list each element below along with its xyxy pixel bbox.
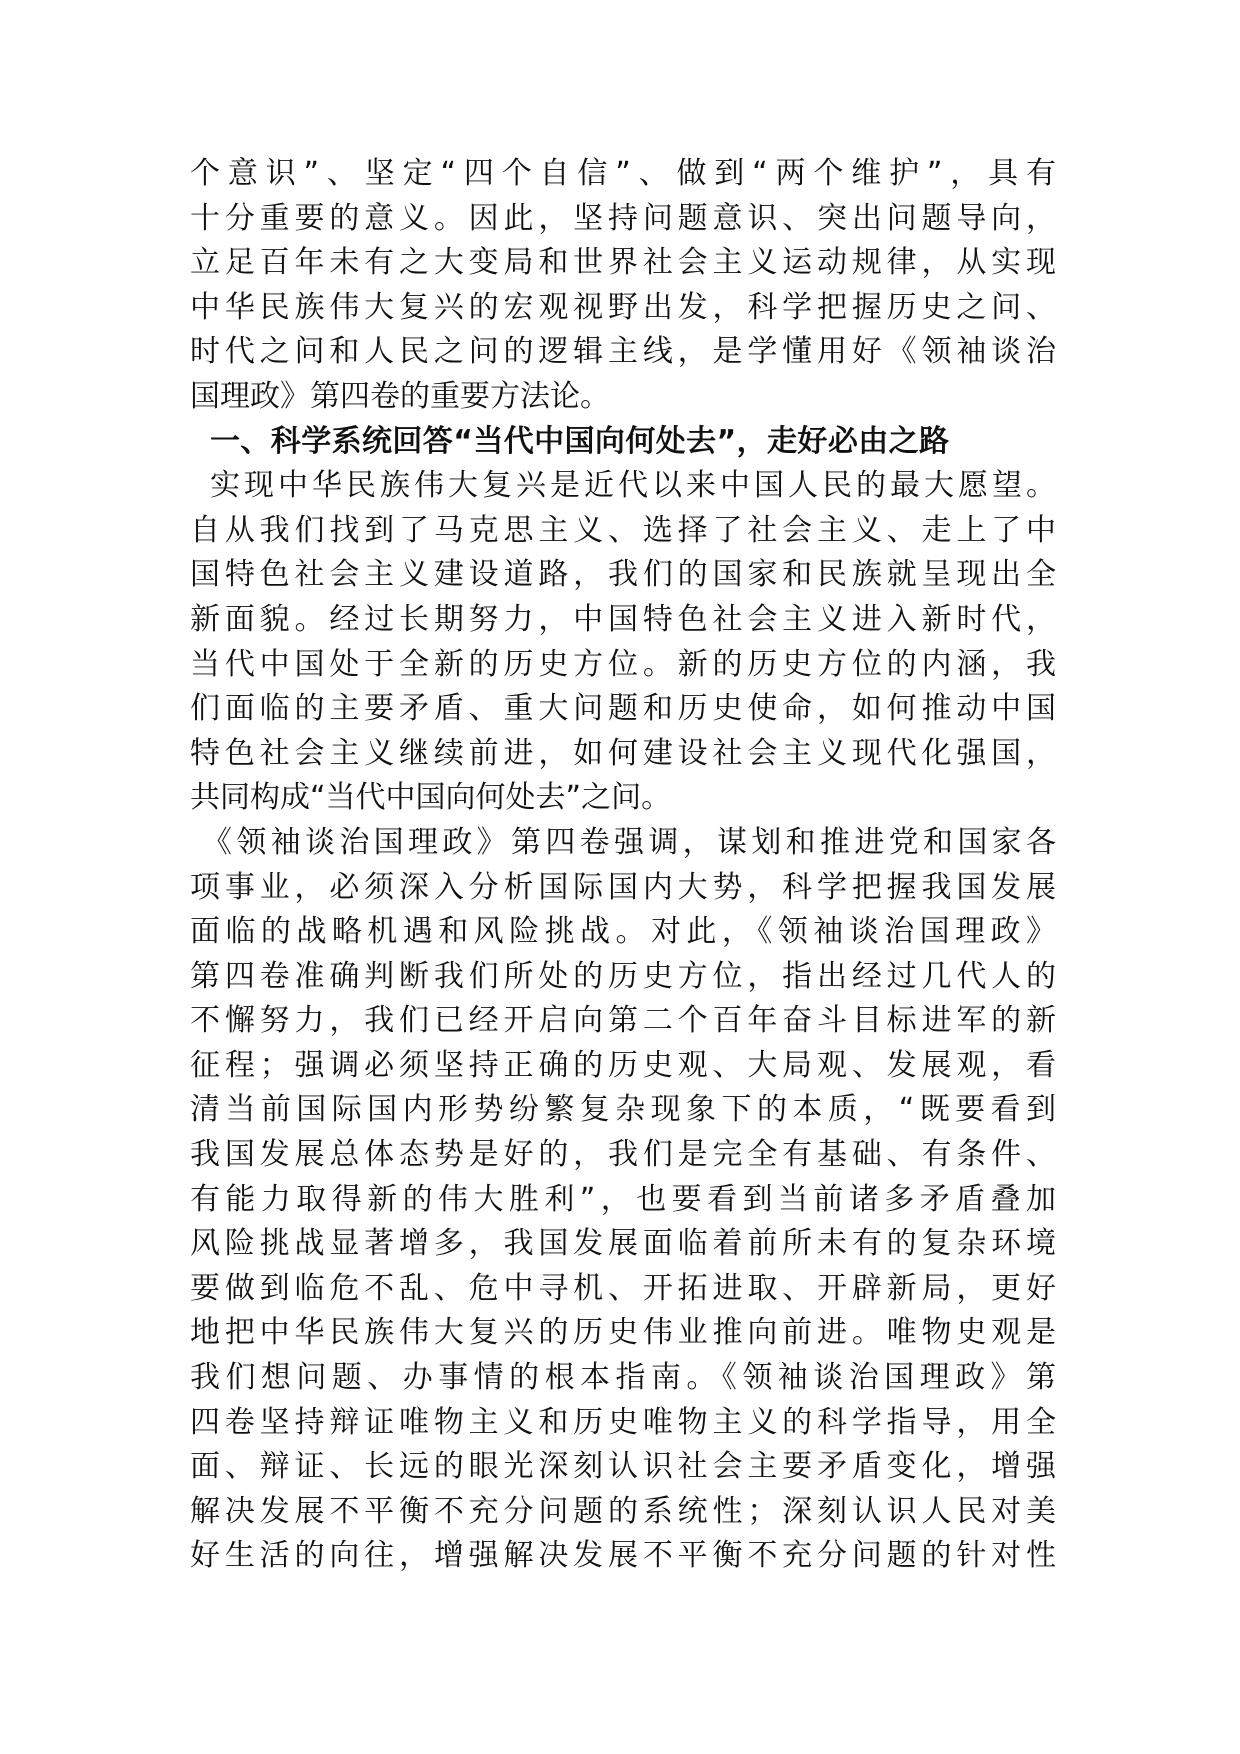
body-line: 个意识”、坚定“四个自信”、做到“两个维护”，具有	[190, 156, 1056, 191]
body-line: 要做到临危不乱、危中寻机、开拓进取、开辟新局，更好	[190, 1270, 1056, 1306]
body-line: 我们想问题、办事情的根本指南。《领袖谈治国理政》第	[190, 1360, 1056, 1396]
body-line: 第四卷准确判断我们所处的历史方位，指出经过几代人的	[190, 958, 1056, 994]
body-line: 清当前国际国内形势纷繁复杂现象下的本质，“既要看到	[190, 1092, 1056, 1128]
body-line: 面、辩证、长远的眼光深刻认识社会主要矛盾变化，增强	[190, 1449, 1056, 1485]
paragraph-first-line: 实现中华民族伟大复兴是近代以来中国人民的最大愿望。	[210, 468, 1056, 504]
body-line: 自从我们找到了马克思主义、选择了社会主义、走上了中	[190, 512, 1056, 548]
body-line: 国特色社会主义建设道路，我们的国家和民族就呈现出全	[190, 557, 1056, 593]
body-line: 解决发展不平衡不充分问题的系统性；深刻认识人民对美	[190, 1493, 1056, 1529]
body-line: 们面临的主要矛盾、重大问题和历史使命，如何推动中国	[190, 691, 1056, 727]
body-line: 时代之问和人民之问的逻辑主线，是学懂用好《领袖谈治	[190, 334, 1056, 370]
body-line: 我国发展总体态势是好的，我们是完全有基础、有条件、	[190, 1137, 1056, 1173]
body-line: 地把中华民族伟大复兴的历史伟业推向前进。唯物史观是	[190, 1315, 1056, 1351]
body-line: 风险挑战显著增多，我国发展面临着前所未有的复杂环境	[190, 1226, 1056, 1262]
body-line: 好生活的向往，增强解决发展不平衡不充分问题的针对性	[190, 1538, 1056, 1574]
body-line: 有能力取得新的伟大胜利”，也要看到当前诸多矛盾叠加	[190, 1181, 1056, 1217]
body-line: 面临的战略机遇和风险挑战。对此，《领袖谈治国理政》	[190, 914, 1056, 950]
body-line: 国理政》第四卷的重要方法论。	[190, 378, 610, 414]
body-line: 当代中国处于全新的历史方位。新的历史方位的内涵，我	[190, 646, 1056, 682]
body-line: 新面貌。经过长期努力，中国特色社会主义进入新时代，	[190, 601, 1056, 637]
body-line: 四卷坚持辩证唯物主义和历史唯物主义的科学指导，用全	[190, 1404, 1056, 1440]
body-line: 立足百年未有之大变局和世界社会主义运动规律，从实现	[190, 245, 1056, 281]
body-line: 不懈努力，我们已经开启向第二个百年奋斗目标进军的新	[190, 1003, 1056, 1039]
body-line: 十分重要的意义。因此，坚持问题意识、突出问题导向，	[190, 200, 1056, 236]
body-line: 共同构成“当代中国向何处去”之问。	[190, 780, 672, 816]
paragraph-first-line: 《领袖谈治国理政》第四卷强调，谋划和推进党和国家各	[202, 824, 1056, 860]
document-body	[190, 152, 1056, 1579]
section-heading: 一、科学系统回答“当代中国向何处去”，走好必由之路	[210, 423, 950, 459]
body-line: 项事业，必须深入分析国际国内大势，科学把握我国发展	[190, 869, 1056, 905]
body-line: 特色社会主义继续前进，如何建设社会主义现代化强国，	[190, 735, 1056, 771]
body-line: 征程；强调必须坚持正确的历史观、大局观、发展观，看	[190, 1047, 1056, 1083]
body-line: 中华民族伟大复兴的宏观视野出发，科学把握历史之问、	[190, 289, 1056, 325]
